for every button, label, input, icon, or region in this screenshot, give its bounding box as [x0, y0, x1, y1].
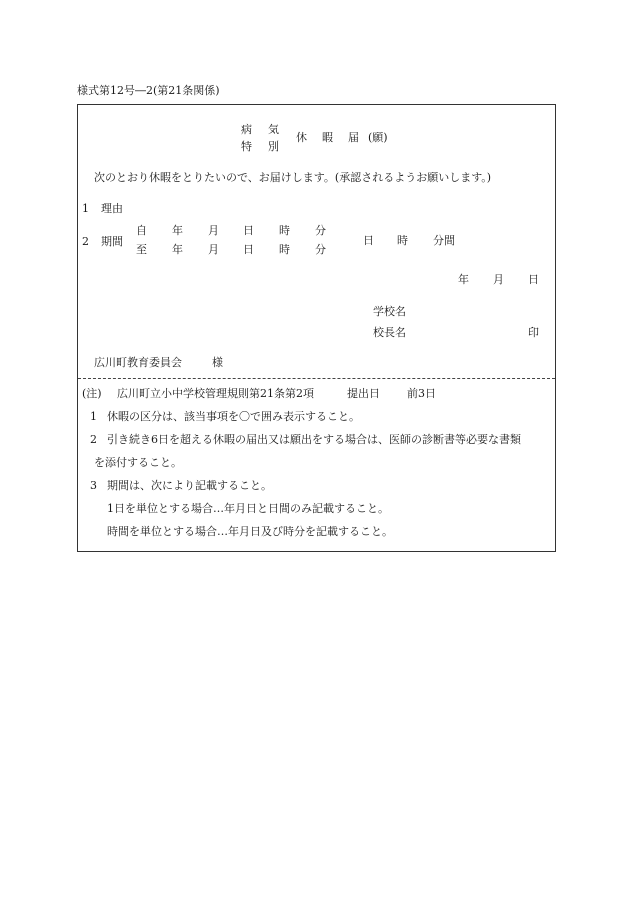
date-month[interactable]: 月 [493, 273, 504, 286]
note-3-sub-1: 1日を単位とする場合…年月日と日間のみ記載すること。 [107, 502, 389, 515]
note-1-number: 1 [90, 410, 97, 423]
duration-minutes[interactable]: 分間 [433, 234, 455, 247]
from-month[interactable]: 月 [208, 224, 219, 237]
note-1-text: 休暇の区分は、該当事項を〇で囲み表示すること。 [107, 410, 360, 423]
title-option-special-2[interactable]: 別 [268, 140, 279, 153]
to-month[interactable]: 月 [208, 243, 219, 256]
item2-label: 期間 [101, 235, 123, 248]
intro-text: 次のとおり休暇をとりたいので、お届けします。(承認されるようお願いします。) [94, 171, 492, 184]
school-name-label: 学校名 [373, 305, 406, 318]
notes-prefix: (注) [82, 387, 102, 400]
form-label: 様式第12号―2(第21条関係) [77, 84, 220, 97]
addressee: 広川町教育委員会 [94, 356, 182, 369]
notes-regulation: 広川町立小中学校管理規則第21条第2項 [117, 387, 314, 400]
title-option-sick-2[interactable]: 気 [268, 123, 279, 136]
title-text-3: 届 [348, 131, 359, 144]
title-option-sick[interactable]: 病 [241, 123, 252, 136]
note-2-text: 引き続き6日を超える休暇の届出又は願出をする場合は、医師の診断書等必要な書類 [107, 433, 521, 446]
item1-label: 理由 [101, 202, 123, 215]
duration-days[interactable]: 日 [363, 234, 374, 247]
addressee-honorific: 様 [212, 356, 223, 369]
item1-number: 1 [82, 202, 89, 215]
note-2-number: 2 [90, 433, 97, 446]
title-text-4: (願) [368, 131, 388, 144]
to-minute[interactable]: 分 [315, 243, 326, 256]
notes-deadline-label: 提出日 [347, 387, 380, 400]
from-marker: 自 [136, 224, 147, 237]
seal-mark: 印 [528, 326, 539, 339]
to-year[interactable]: 年 [172, 243, 183, 256]
title-text-2: 暇 [322, 131, 333, 144]
note-3-number: 3 [90, 479, 97, 492]
note-2-continuation: を添付すること。 [94, 456, 182, 469]
date-year[interactable]: 年 [458, 273, 469, 286]
note-3-text: 期間は、次により記載すること。 [107, 479, 272, 492]
notes-separator [78, 378, 555, 379]
item2-number: 2 [82, 235, 89, 248]
to-day[interactable]: 日 [243, 243, 254, 256]
from-minute[interactable]: 分 [315, 224, 326, 237]
from-day[interactable]: 日 [243, 224, 254, 237]
notes-deadline-value: 前3日 [407, 387, 436, 400]
from-hour[interactable]: 時 [279, 224, 290, 237]
to-hour[interactable]: 時 [279, 243, 290, 256]
title-option-special[interactable]: 特 [241, 140, 252, 153]
title-text-1: 休 [296, 131, 307, 144]
principal-name-label: 校長名 [373, 326, 406, 339]
note-3-sub-2: 時間を単位とする場合…年月日及び時分を記載すること。 [107, 525, 393, 538]
from-year[interactable]: 年 [172, 224, 183, 237]
date-day[interactable]: 日 [528, 273, 539, 286]
to-marker: 至 [136, 243, 147, 256]
duration-hours[interactable]: 時 [397, 234, 408, 247]
